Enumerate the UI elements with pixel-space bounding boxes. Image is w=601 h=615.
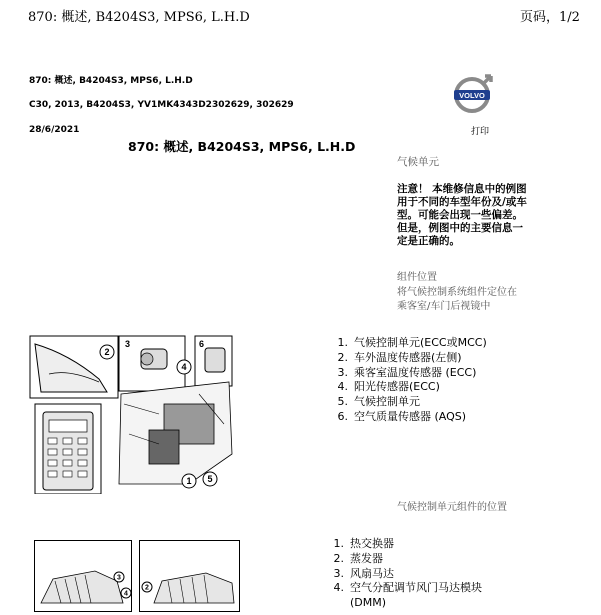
meta-line-1: 870: 概述, B4204S3, MPS6, L.H.D [29, 76, 193, 86]
list-item: 4. 空气分配调节风门马达模块 [333, 581, 482, 595]
callout-5: 5 [207, 474, 213, 484]
list-item: 3. 乘客室温度传感器 (ECC) [337, 365, 477, 379]
callout-4: 4 [124, 590, 128, 598]
callout-6: 6 [199, 339, 205, 349]
unit-component-list [326, 537, 482, 611]
callout-3: 3 [125, 339, 131, 349]
list-item: 5. 气候控制单元 [337, 395, 420, 409]
callout-3: 3 [117, 574, 121, 582]
component-location-figure [29, 334, 234, 494]
meta-date: 28/6/2021 [29, 125, 80, 135]
section-title-unit-components: 气候控制单元组件的位置 [397, 502, 507, 513]
section-title-climate-unit: 气候单元 [397, 156, 439, 168]
list-item: 4. 阳光传感器(ECC) [337, 380, 440, 394]
location-description: 将气候控制系统组件定位在乘客室/车门后视镜中 [397, 287, 517, 312]
callout-1: 1 [186, 476, 192, 486]
callout-2: 2 [104, 347, 110, 357]
callout-2: 2 [145, 584, 149, 592]
callout-4: 4 [181, 362, 187, 372]
page-header-title: 870: 概述, B4204S3, MPS6, L.H.D [28, 10, 250, 25]
logo-brand-text: VOLVO [459, 91, 485, 100]
list-item: 2. 蒸发器 [333, 551, 383, 565]
unit-figure-left [34, 540, 132, 612]
print-link[interactable]: 打印 [471, 127, 490, 137]
list-item: 1. 热交换器 [333, 537, 394, 550]
component-list [330, 336, 487, 425]
list-item: 1. 气候控制单元(ECC或MCC) [337, 336, 487, 349]
meta-line-2: C30, 2013, B4204S3, YV1MK4343D2302629, 302629 [29, 100, 294, 110]
unit-figure-right [139, 540, 240, 612]
document-title: 870: 概述, B4204S3, MPS6, L.H.D [128, 139, 356, 154]
volvo-logo [452, 73, 494, 115]
list-item: 2. 车外温度传感器(左侧) [337, 350, 462, 364]
note-text: 注意！ 本维修信息中的例图用于不同的车型年份及/或车型。可能会出现一些偏差。但是，例图中的主要信息一定是正确的。 [397, 183, 527, 247]
list-item: 3. 风扇马达 [333, 566, 394, 580]
subsection-title-component-location: 组件位置 [397, 272, 437, 283]
page-number: 页码，1/2 [520, 10, 580, 25]
list-item: 6. 空气质量传感器 (AQS) [337, 409, 467, 423]
list-item: (DMM) [350, 596, 387, 610]
